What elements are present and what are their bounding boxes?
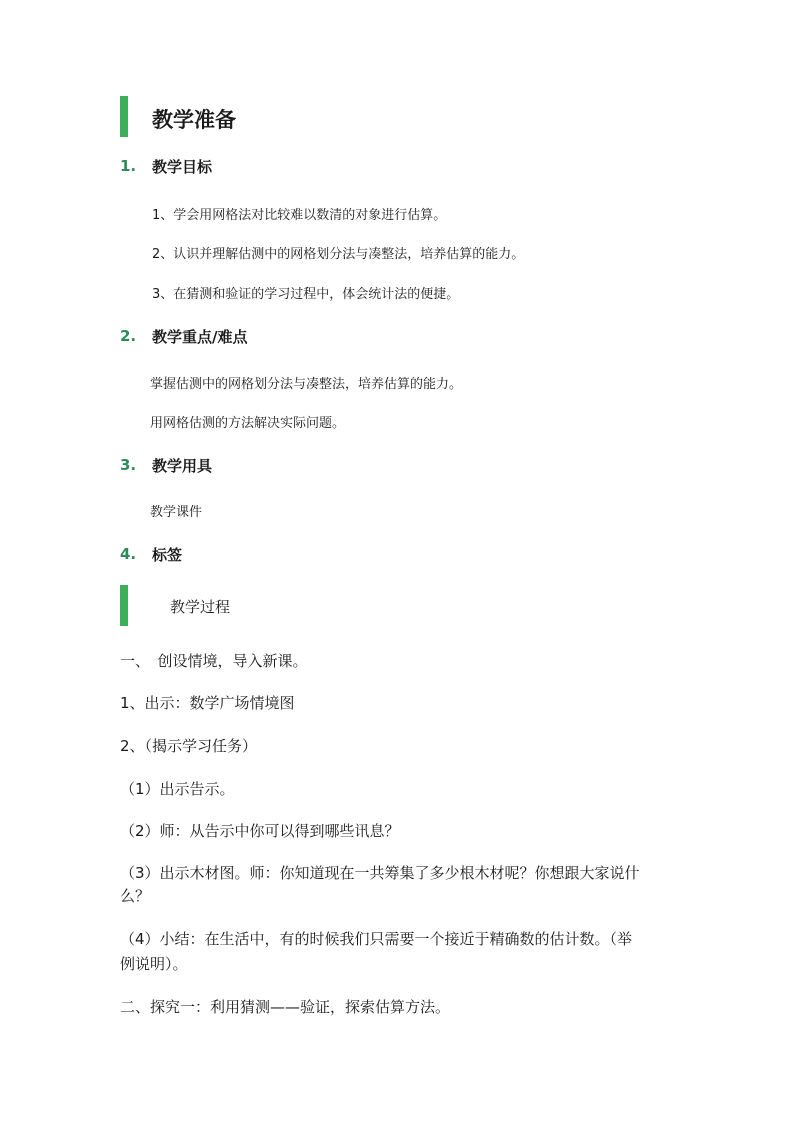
list-item: 2、认识并理解估测中的网格划分法与凑整法，培养估算的能力。 bbox=[152, 247, 525, 262]
list-item: 掌握估测中的网格划分法与凑整法，培养估算的能力。 bbox=[150, 377, 463, 392]
body-line: （2）师：从告示中你可以得到哪些讯息？ bbox=[120, 822, 400, 840]
body-line: （4）小结：在生活中，有的时候我们只需要一个接近于精确数的估计数。（举 bbox=[120, 930, 633, 948]
list-item: 3、在猜测和验证的学习过程中，体会统计法的便捷。 bbox=[152, 287, 460, 302]
body-line: （1）出示告示。 bbox=[120, 780, 235, 798]
section-number: 2. bbox=[120, 327, 137, 345]
body-line: 2、（揭示学习任务） bbox=[120, 737, 258, 755]
section-heading: 标签 bbox=[152, 546, 183, 564]
body-line: 么？ bbox=[120, 887, 151, 905]
body-line: 一、 创设情境，导入新课。 bbox=[120, 652, 308, 670]
list-item: 教学课件 bbox=[150, 505, 203, 520]
list-item: 用网格估测的方法解决实际问题。 bbox=[150, 416, 346, 431]
process-accent-bar bbox=[120, 585, 128, 626]
body-line: （3）出示木材图。师：你知道现在一共筹集了多少根木材呢？你想跟大家说什 bbox=[120, 864, 640, 882]
page-title: 教学准备 bbox=[152, 108, 236, 132]
section-heading: 教学用具 bbox=[152, 457, 213, 475]
section-heading: 教学目标 bbox=[152, 158, 213, 176]
body-line: 二、探究一：利用猜测——验证，探索估算方法。 bbox=[120, 998, 451, 1016]
section-number: 4. bbox=[120, 545, 137, 563]
header-accent-bar bbox=[120, 96, 128, 137]
section-number: 3. bbox=[120, 456, 137, 474]
list-item: 1、学会用网格法对比较难以数清的对象进行估算。 bbox=[152, 208, 447, 223]
process-title: 教学过程 bbox=[170, 598, 231, 616]
section-heading: 教学重点/难点 bbox=[152, 328, 248, 346]
body-line: 例说明）。 bbox=[120, 955, 188, 973]
section-number: 1. bbox=[120, 157, 137, 175]
body-line: 1、出示：数学广场情境图 bbox=[120, 694, 295, 712]
